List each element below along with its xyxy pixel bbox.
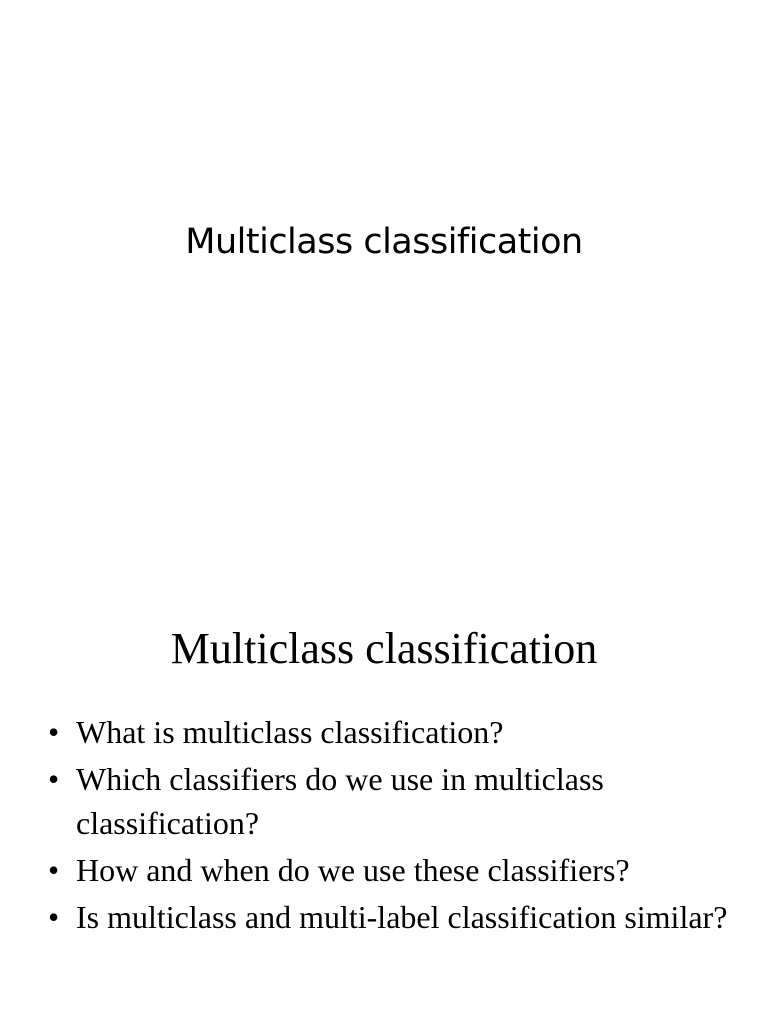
bullet-icon: • — [48, 899, 60, 935]
bullet-icon: • — [48, 852, 60, 888]
bullet-item — [48, 757, 728, 845]
bullet-item — [48, 895, 728, 939]
bullet-text: Is multiclass and multi-label classification similar? — [76, 899, 728, 935]
content-slide — [0, 512, 768, 1024]
bullet-text: Which classifiers do we use in multiclass classification? — [76, 761, 604, 841]
bullet-icon: • — [48, 761, 60, 797]
bullet-text: How and when do we use these classifiers? — [76, 852, 630, 888]
bullet-item — [48, 710, 728, 754]
bullet-list — [48, 710, 728, 942]
bullet-icon: • — [48, 714, 60, 750]
slide-heading: Multiclass classification — [170, 624, 598, 673]
bullet-item — [48, 848, 728, 892]
bullet-text: What is multiclass classification? — [76, 714, 504, 750]
slide-title: Multiclass classification — [185, 222, 583, 262]
